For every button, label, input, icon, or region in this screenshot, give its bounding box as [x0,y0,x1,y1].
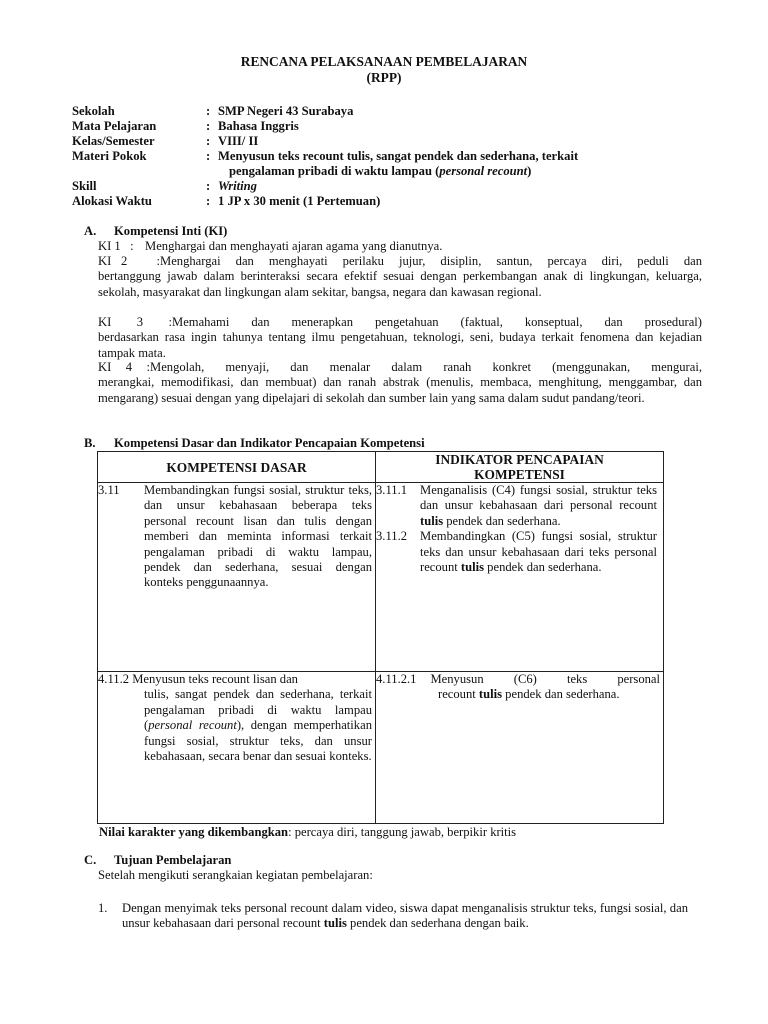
character-values: Nilai karakter yang dikembangkan: percaya diri, tanggung jawab, berpikir kritis [99,825,517,839]
competency-table [97,451,664,824]
column-header-indicator: INDIKATOR PENCAPAIAN KOMPETENSI [376,452,664,483]
identity-value: Writing [218,179,257,193]
indicator-code: 3.11.2 [376,529,408,544]
identity-colon: : [206,149,211,163]
section-c-heading: C. Tujuan Pembelajaran [84,853,232,867]
ki3-first-line: KI 3 :Memahami dan menerapkan pengetahuan (faktual, konseptual, dan prosedural) [98,315,702,329]
identity-value: SMP Negeri 43 Surabaya [218,104,354,118]
indicator-first-line: 4.11.2.1 Menyusun (C6) teks personal [376,672,660,686]
ki1-text: Menghargai dan menghayati ajaran agama yang dianutnya. [145,239,443,253]
document-title: RENCANA PELAKSANAAN PEMBELAJARAN [240,54,528,69]
identity-label: Sekolah [72,104,115,118]
identity-colon: : [206,119,211,133]
ki3-rest: berdasarkan rasa ingin tahunya tentang ilmu pengetahuan, teknologi, seni, budaya terkait fenomena dan kejadian tampak mata. [98,330,702,360]
document-subtitle: (RPP) [366,70,402,85]
objectives-intro: Setelah mengikuti serangkaian kegiatan pembelajaran: [98,868,373,882]
identity-value-continued: pengalaman pribadi di waktu lampau (personal recount) [229,164,532,178]
objective-text: Dengan menyimak teks personal recount dalam video, siswa dapat menganalisis struktur teks, fungsi sosial, dan unsur kebahasaan dari personal recount tulis pendek dan sederhana dengan baik. [122,901,688,931]
ki4-paragraph [98,360,702,406]
ki2-first-line: KI 2 :Menghargai dan menghayati perilaku jujur, disiplin, santun, percaya diri, peduli dan [98,254,702,268]
ki4-first-line: KI 4 :Mengolah, menyaji, dan menalar dalam ranah konkret (menggunakan, mengurai, [98,360,702,374]
identity-colon: : [206,134,211,148]
identity-label: Materi Pokok [72,149,147,163]
kd-text: Membandingkan fungsi sosial, struktur teks, dan unsur kebahasaan beberapa teks personal recount lisan dan tulis dengan memberi dan meminta informasi terkait pengalaman pribadi di waktu lampau, pendek dan sederhana, sesuai dengan konteks penggunaannya. [144,483,372,590]
identity-colon: : [206,194,211,208]
ki1-line [98,239,442,254]
indicator-code: 3.11.1 [376,483,408,497]
indicator-text: Menganalisis (C4) fungsi sosial, struktur teks dan unsur kebahasaan dari personal recount tulis pendek dan sederhana. [420,483,657,528]
objective-number: 1. [98,901,108,915]
column-header-kd: KOMPETENSI DASAR [98,452,376,483]
ki4-rest: merangkai, memodifikasi, dan membuat) dan ranah abstrak (menulis, membaca, menghitung, menggambar, dan mengarang) sesuai dengan yang dipelajari di sekolah dan sumber lain yang sama dalam sudut pandang/teori. [98,375,702,405]
identity-value: Menyusun teks recount tulis, sangat pendek dan sederhana, terkait [218,149,579,163]
identity-value: 1 JP x 30 menit (1 Pertemuan) [218,194,381,208]
identity-label: Mata Pelajaran [72,119,157,133]
kd-code: 3.11 [98,483,120,497]
kd-text: tulis, sangat pendek dan sederhana, terkait pengalaman pribadi di waktu lampau (personal recount), dengan memperhatikan fungsi sosial, struktur teks, dan unsur kebahasaan, secara benar dan sesuai konteks. [144,687,372,764]
indicator-text: Membandingkan (C5) fungsi sosial, struktur teks dan unsur kebahasaan dari teks personal recount tulis pendek dan sederhana. [420,529,657,575]
section-a-heading: A. Kompetensi Inti (KI) [84,224,228,238]
ki3-paragraph [98,315,702,361]
section-b-heading: B. Kompetensi Dasar dan Indikator Pencapaian Kompetensi [84,436,425,450]
objective-item [98,901,688,932]
identity-label: Alokasi Waktu [72,194,152,208]
identity-colon: : [206,179,211,193]
identity-label: Skill [72,179,97,193]
ki1-label: KI 1 : [98,239,134,253]
identity-label: Kelas/Semester [72,134,155,148]
identity-value: VIII/ II [218,134,259,148]
identity-value: Bahasa Inggris [218,119,299,133]
identity-colon: : [206,104,211,118]
kd-cell [98,672,376,824]
indicator-cell [376,672,664,824]
ki2-paragraph [98,254,702,300]
kd-cell [98,483,376,672]
kd-first-line: 4.11.2 Menyusun teks recount lisan dan [98,672,298,686]
indicator-text: recount tulis pendek dan sederhana. [438,687,620,702]
ki2-rest: bertanggung jawab dalam berinteraksi secara efektif sesuai dengan perkembangan anak di lingkungan, keluarga, sekolah, masyarakat dan lingkungan alam sekitar, bangsa, negara dan kawasan regional. [98,269,702,299]
indicator-cell [376,483,664,672]
